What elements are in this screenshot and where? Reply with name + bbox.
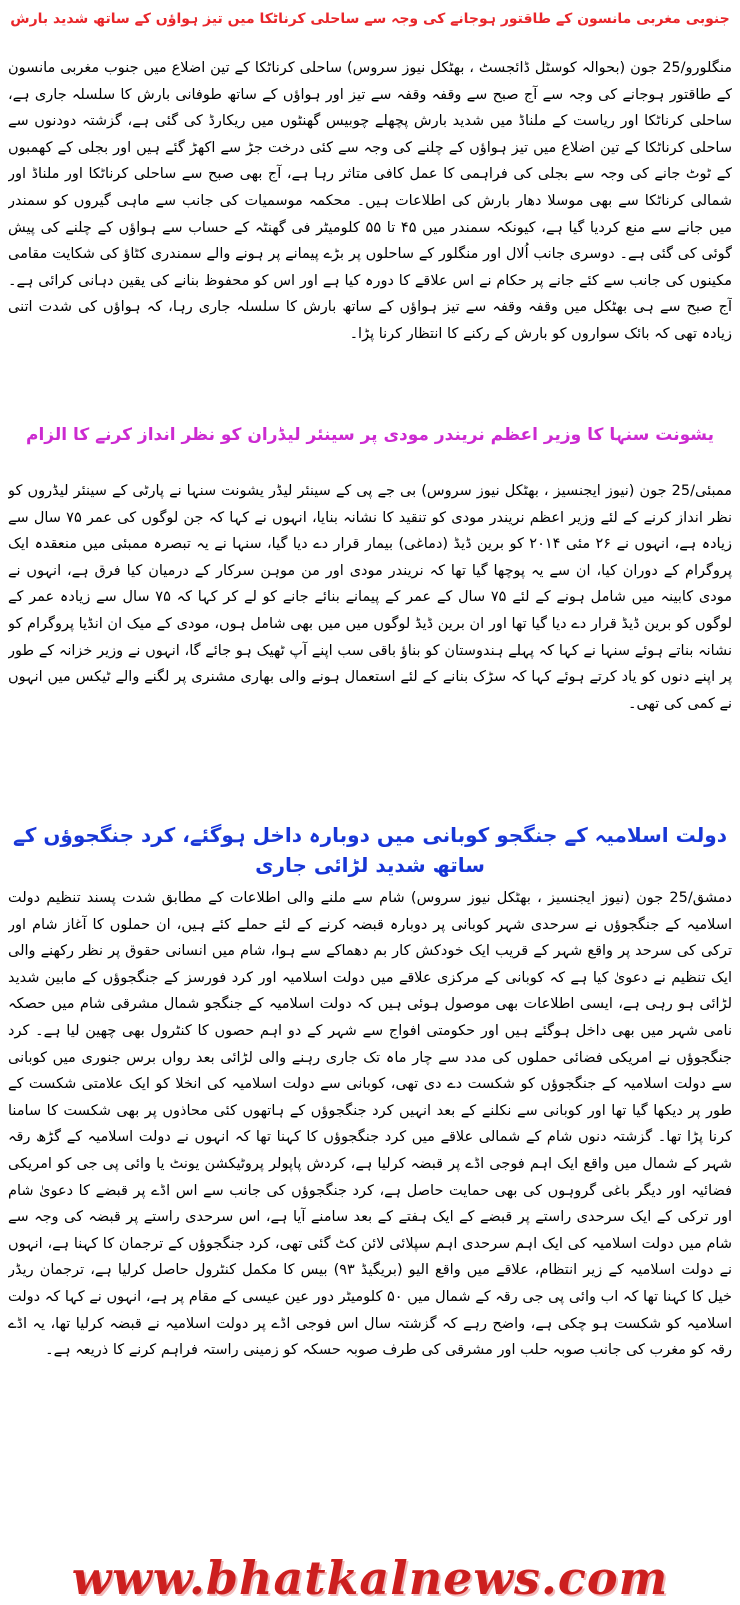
- article-3-headline: دولت اسلامیہ کے جنگجو کوبانی میں دوبارہ داخل ہوگئے، کرد جنگجوؤں کے ساتھ شدید لڑائی جاری: [13, 823, 727, 877]
- article-3-body: دمشق/25 جون (نیوز ایجنسیز ، بھٹکل نیوز سروس) شام سے ملنے والی اطلاعات کے مطابق شدت پسند تنظیم دولت اسلامیہ کے جنگجوؤں نے سرحدی شہر کوبانی پر دوبارہ قبضہ کرنے کے لئے حملے کئے ہیں، ان حملوں کا آغاز شام اور ترکی کی سرحد پر واقع شہر کے قریب ایک خودکش کار بم دھماکے سے ہوا، شام میں انسانی حقوق پر نظر رکھنے والی ایک تنظیم نے دعویٰ کیا ہے کہ کوبانی کے مرکزی علاقے میں دولت اسلامیہ اور کرد فورسز کے جنگجوؤں کے مابین شدید لڑائی ہو رہی ہے، ایسی اطلاعات بھی موصول ہوئی ہیں کہ دولت اسلامیہ کے جنگجو شمال مشرقی شام میں حصکہ نامی شہر میں بھی داخل ہوگئے ہیں اور حکومتی افواج سے شہر کے دو اہم حصوں کا کنٹرول بھی چھین لیا ہے۔ کرد جنگجوؤں نے امریکی فضائی حملوں کی مدد سے چار ماہ تک جاری رہنے والی لڑائی بعد رواں برس جنوری میں کوبانی سے دولت اسلامیہ کے جنگجوؤں کو شکست دے دی تھی، کوبانی سے دولت اسلامیہ کی انخلا کو ایک علامتی شکست کے طور پر دیکھا گیا تھا اور کوبانی سے نکلنے کے بعد انہیں کرد جنگجوؤں کے ہاتھوں کئی محاذوں پر بھی شکست کا سامنا کرنا پڑا تھا۔ گزشتہ دنوں شام کے شمالی علاقے میں کرد جنگجوؤں کا کہنا تھا کہ انہوں نے دولت اسلامیہ کے گڑھ رقہ شہر کے شمال میں واقع ایک اہم فوجی اڈے پر قبضہ کرلیا ہے، کردش پاپولر پروٹیکشن یونٹ یا وائی پی جی کو امریکی فضائیہ اور دیگر باغی گروہوں کی بھی حمایت حاصل ہے، کرد جنگجوؤں کی جانب سے اس اڈے پر قبضے کا دعویٰ شام اور ترکی کے ایک سرحدی راستے پر قبضے کے ایک ہفتے کے بعد سامنے آیا ہے، اس سرحدی راستے پر قبضہ کی وجہ سے شام میں دولت اسلامیہ کی ایک اہم سرحدی اہم سپلائی لائن کٹ گئی تھی، کرد جنگجوؤں کے ترجمان کا کہنا ہے، انہوں نے دولت اسلامیہ کے زیر انتظام، علاقے میں واقع الیو (بریگیڈ ۹۳) بیس کا مکمل کنٹرول حاصل کرلیا ہے، ترجمان ریڈر خیل کا کہنا تھا کہ اب وائی پی جی رقہ کے شمال میں ۵۰ کلومیٹر دور عین عیسی کے مقام پر ہے، انہوں نے کہا کہ دولت اسلامیہ کو شکست ہو چکی ہے، واضح رہے کہ گزشتہ سال اس فوجی اڈے پر دولت اسلامیہ نے قبضہ کرلیا تھا، یہ اڈے رقہ کو مغرب کی جانب صوبہ حلب اور مشرقی کی طرف صوبہ حسکہ کو زمینی راستہ فراہم کرنے کا ذریعہ ہے۔: [8, 890, 732, 1359]
- article-1-body: منگلورو/25 جون (بحوالہ کوسٹل ڈائجسٹ ، بھٹکل نیوز سروس) ساحلی کرناٹکا کے تین اضلاع میں جنوب مغربی مانسون کے طاقتور ہوجانے کی وجہ سے آج صبح سے وقفہ وقفہ سے تیز اور ہواؤں کے ساتھ طوفانی بارش کا سلسلہ جاری ہے، ساحلی کرناٹکا اور ریاست کے ملناڈ میں شدید بارش پچھلے چوبیس گھنٹوں میں ریکارڈ کی گئی ہے، گزشتہ دودنوں سے ساحلی کرناٹکا کے تین اضلاع میں تیز ہواؤں کے چلنے کی وجہ سے کئی درخت جڑ سے اکھڑ گئے ہیں اور بجلی کے کھمبوں کے ٹوٹ جانے کی وجہ سے بجلی کی فراہمی کا عمل کافی متاثر رہا ہے، آج بھی صبح سے ساحلی کرناٹکا اور ملناڈ اور شمالی کرناٹکا سے بھی موسلا دھار بارش کی اطلاعات ہیں۔ محکمہ موسمیات کی جانب سے ماہی گیروں کو سمندر میں جانے سے منع کردیا گیا ہے، کیونکہ سمندر میں ۴۵ تا ۵۵ کلومیٹر فی گھنٹہ کے حساب سے ہواؤں کے چلنے کی پیش گوئی کی گئی ہے۔ دوسری جانب اُلال اور منگلور کے ساحلوں پر بڑے پیمانے پر ہونے والے سمندری کٹاؤ کی شکایت مقامی مکینوں کی جانب سے کئے جانے پر حکام نے اس علاقے کا دورہ کیا ہے اور اس کو محفوظ بنانے کی یقین دہانی کرائی ہے۔ آج صبح سے ہی بھٹکل میں وقفہ وقفہ سے تیز ہواؤں کے ساتھ بارش کا سلسلہ جاری رہا، کہ ہواؤں کی شدت اتنی زیادہ تھی کہ بائک سواروں کو بارش کے رکنے کا انتظار کرنا پڑا۔: [8, 60, 732, 342]
- article-2-body: ممبئی/25 جون (نیوز ایجنسیز ، بھٹکل نیوز سروس) بی جے پی کے سینئر لیڈر یشونت سنہا نے پارٹی کے سینئر لیڈروں کو نظر انداز کرنے کے لئے وزیر اعظم نریندر مودی کو تنقید کا نشانہ بنایا، انہوں نے کہا کہ جن لوگوں کی عمر ۷۵ سال سے زیادہ ہے، انہوں نے ۲۶ مئی ۲۰۱۴ کو برین ڈیڈ (دماغی) بیمار قرار دے دیا گیا، سنہا نے یہ تبصرہ ممبئی میں منعقدہ ایک پروگرام کے دوران کیا، ان سے یہ پوچھا گیا تھا کہ نریندر مودی اور من موہن سرکار کے درمیان کیا فرق ہے، انہوں نے مودی کابینہ میں شامل ہونے کے لئے ۷۵ سال کے عمر کے پیمانے بنائے جانے کو لے کر کہا کہ ۷۵ سال سے زیادہ عمر کے لوگوں کو برین ڈیڈ قرار دے دیا گیا تھا اور ان برین ڈیڈ لوگوں میں میں بھی شامل ہوں، مودی کے میک ان انڈیا پروگرام کو نشانہ بناتے ہوئے سنہا نے کہا کہ پہلے ہندوستان کو بناؤ باقی سب اپنے آپ ٹھیک ہو جائے گا، انہوں نے وزیر خزانہ کے طور پر اپنے دنوں کو یاد کرتے ہوئے کہا کہ سڑک بنانے کے لئے استعمال ہونے والی بھاری مشنری پر لگنے والے ٹیکس میں انہوں نے کمی کی تھی۔: [8, 483, 732, 712]
- article-2-headline: یشونت سنہا کا وزیر اعظم نریندر مودی پر سینئر لیڈران کو نظر انداز کرنے کا الزام: [26, 425, 714, 445]
- article-1-headline: جنوبی مغربی مانسون کے طاقتور ہوجانے کی وجہ سے ساحلی کرناٹکا میں تیز ہواؤں کے ساتھ شدید بارش: [10, 11, 730, 27]
- site-watermark: www.bhatkalnews.com: [71, 1551, 669, 1605]
